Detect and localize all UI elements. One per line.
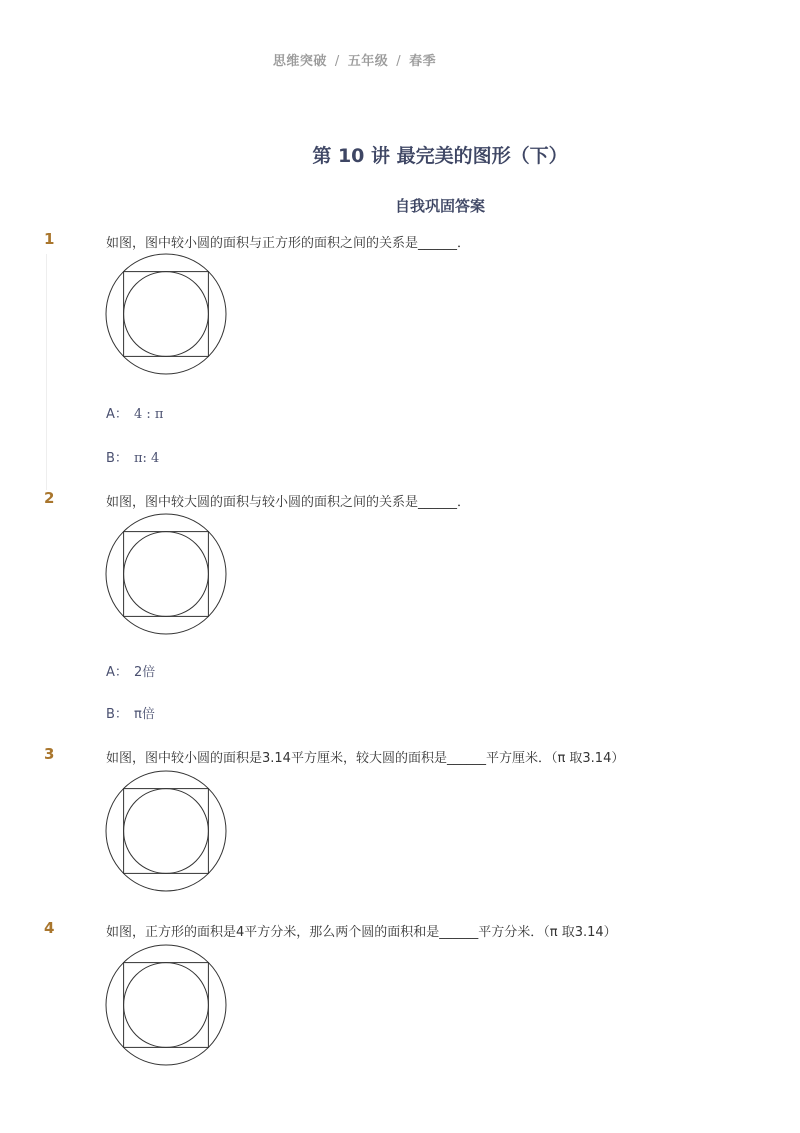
circle-square-figure: [104, 769, 228, 893]
question-number: 3: [44, 745, 55, 763]
circle-square-figure: [104, 512, 228, 636]
option-a[interactable]: [106, 661, 155, 680]
small-circle: [124, 963, 209, 1048]
section-title: 自我巩固答案: [394, 197, 485, 215]
option-value: 2倍: [134, 665, 156, 680]
breadcrumb-separator: /: [334, 54, 340, 69]
question-text: 如图，图中较大圆的面积与较小圆的面积之间的关系是______．: [106, 495, 471, 510]
small-circle: [124, 532, 209, 617]
option-a[interactable]: [106, 403, 163, 422]
option-label: A：: [106, 665, 128, 680]
question-text: 如图，正方形的面积是4平方分米，那么两个圆的面积和是______平方分米．（π 取3.14）: [106, 925, 617, 940]
question-text: 如图，图中较小圆的面积与正方形的面积之间的关系是______．: [106, 236, 471, 251]
question-number: 1: [44, 230, 55, 248]
question-text: 如图，图中较小圆的面积是3.14平方厘米，较大圆的面积是______平方厘米．（π 取3.14）: [106, 751, 625, 766]
option-b[interactable]: [106, 447, 159, 466]
question-number: 4: [44, 919, 55, 937]
breadcrumb: [0, 50, 709, 69]
page-title: 第 10 讲 最完美的图形（下）: [312, 145, 568, 167]
circle-square-figure: [104, 252, 228, 376]
breadcrumb-item: 五年级: [347, 54, 389, 69]
option-label: B：: [106, 451, 128, 466]
option-b[interactable]: [106, 703, 155, 722]
question-number: 2: [44, 489, 55, 507]
option-value: 4 : π: [134, 407, 164, 422]
breadcrumb-item: 春季: [409, 54, 437, 69]
small-circle: [124, 272, 209, 357]
option-label: B：: [106, 707, 128, 722]
breadcrumb-separator: /: [396, 54, 402, 69]
option-value: π倍: [134, 707, 155, 722]
small-circle: [124, 789, 209, 874]
circle-square-figure: [104, 943, 228, 1067]
question-divider: [46, 254, 47, 490]
breadcrumb-item: 思维突破: [272, 54, 327, 69]
option-value: π: 4: [134, 451, 160, 466]
option-label: A：: [106, 407, 128, 422]
